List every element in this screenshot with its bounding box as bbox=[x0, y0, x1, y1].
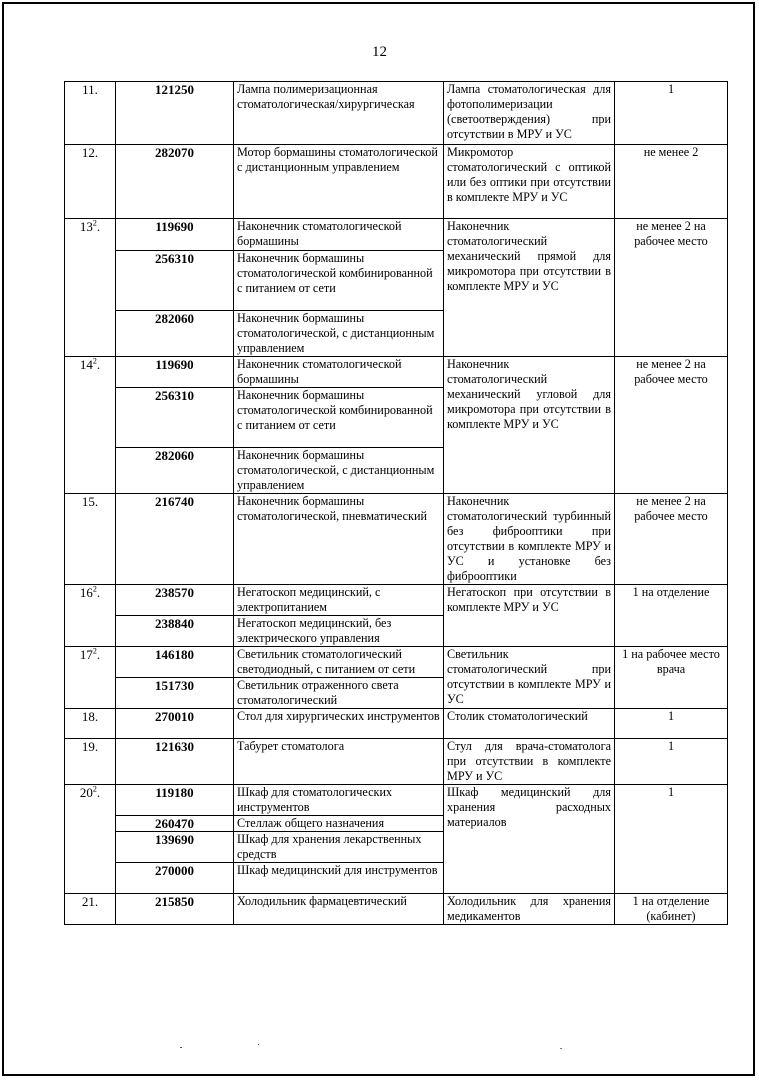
table-row bbox=[65, 219, 728, 251]
equipment-name: Наконечник бормашины стоматологической, пневматический bbox=[234, 494, 444, 585]
replacement-description: Стул для врача-стоматолога при отсутствии в комплекте МРУ и УС bbox=[444, 739, 615, 785]
scan-specks bbox=[0, 1040, 759, 1052]
equipment-name: Шкаф медицинский для инструментов bbox=[234, 863, 444, 894]
table-row bbox=[65, 357, 728, 388]
equipment-table bbox=[64, 81, 728, 925]
quantity: не менее 2 на рабочее место bbox=[615, 357, 728, 494]
row-number: 21. bbox=[65, 894, 116, 925]
quantity: не менее 2 bbox=[615, 145, 728, 219]
table-row bbox=[65, 145, 728, 219]
equipment-code: 119690 bbox=[116, 219, 234, 251]
row-number: $13^2$. bbox=[65, 219, 116, 357]
quantity: не менее 2 на рабочее место bbox=[615, 494, 728, 585]
equipment-code: 282060 bbox=[116, 311, 234, 357]
replacement-description: Наконечник стоматологический механический прямой для микромотора при отсутствии в комплекте МРУ и УС bbox=[444, 219, 615, 357]
equipment-name: Табурет стоматолога bbox=[234, 739, 444, 785]
equipment-code: 151730 bbox=[116, 678, 234, 709]
quantity: не менее 2 на рабочее место bbox=[615, 219, 728, 357]
equipment-code: 260470 bbox=[116, 816, 234, 832]
row-number: $16^2$. bbox=[65, 585, 116, 647]
equipment-code: 139690 bbox=[116, 832, 234, 863]
table-row bbox=[65, 785, 728, 816]
equipment-code: 256310 bbox=[116, 388, 234, 448]
equipment-code: 215850 bbox=[116, 894, 234, 925]
equipment-code: 121630 bbox=[116, 739, 234, 785]
replacement-description: Столик стоматологический bbox=[444, 709, 615, 739]
replacement-description: Микромотор стоматологический с оптикой или без оптики при отсутствии в комплекте МРУ и УС bbox=[444, 145, 615, 219]
quantity: 1 на рабочее место врача bbox=[615, 647, 728, 709]
replacement-description: Наконечник стоматологический турбинный без фиброоптики при отсутствии в комплекте МРУ и УС и установке без фиброоптики bbox=[444, 494, 615, 585]
equipment-name: Холодильник фармацевтический bbox=[234, 894, 444, 925]
equipment-name: Стеллаж общего назначения bbox=[234, 816, 444, 832]
equipment-code: 119690 bbox=[116, 357, 234, 388]
equipment-name: Шкаф для хранения лекарственных средств bbox=[234, 832, 444, 863]
equipment-name: Негатоскоп медицинский, с электропитанием bbox=[234, 585, 444, 616]
table-row bbox=[65, 647, 728, 678]
quantity: 1 на отделение bbox=[615, 585, 728, 647]
row-number: 19. bbox=[65, 739, 116, 785]
equipment-name: Шкаф для стоматологических инструментов bbox=[234, 785, 444, 816]
quantity: 1 bbox=[615, 82, 728, 145]
equipment-code: 238840 bbox=[116, 616, 234, 647]
equipment-name: Стол для хирургических инструментов bbox=[234, 709, 444, 739]
page-number: 12 bbox=[372, 44, 387, 60]
replacement-description: Холодильник для хранения медикаментов bbox=[444, 894, 615, 925]
row-number: $20^2$. bbox=[65, 785, 116, 894]
equipment-name: Наконечник бормашины стоматологической, с дистанционным управлением bbox=[234, 311, 444, 357]
equipment-code: 146180 bbox=[116, 647, 234, 678]
equipment-name: Светильник отраженного света стоматологический bbox=[234, 678, 444, 709]
equipment-code: 282070 bbox=[116, 145, 234, 219]
equipment-name: Наконечник стоматологической бормашины bbox=[234, 219, 444, 251]
equipment-name: Негатоскоп медицинский, без электрического управления bbox=[234, 616, 444, 647]
quantity: 1 на отделение (кабинет) bbox=[615, 894, 728, 925]
replacement-description: Шкаф медицинский для хранения расходных материалов bbox=[444, 785, 615, 894]
row-number: 11. bbox=[65, 82, 116, 145]
quantity: 1 bbox=[615, 785, 728, 894]
table-row bbox=[65, 894, 728, 925]
equipment-name: Наконечник бормашины стоматологической комбинированной с питанием от сети bbox=[234, 388, 444, 448]
equipment-code: 119180 bbox=[116, 785, 234, 816]
row-number: $17^2$. bbox=[65, 647, 116, 709]
equipment-code: 270000 bbox=[116, 863, 234, 894]
equipment-code: 121250 bbox=[116, 82, 234, 145]
replacement-description: Лампа стоматологическая для фотополимеризации (светоотверждения) при отсутствии в МРУ и УС bbox=[444, 82, 615, 145]
row-number: 12. bbox=[65, 145, 116, 219]
equipment-name: Наконечник бормашины стоматологической, с дистанционным управлением bbox=[234, 448, 444, 494]
equipment-name: Наконечник стоматологической бормашины bbox=[234, 357, 444, 388]
replacement-description: Светильник стоматологический при отсутствии в комплекте МРУ и УС bbox=[444, 647, 615, 709]
table-row bbox=[65, 585, 728, 616]
quantity: 1 bbox=[615, 709, 728, 739]
equipment-name: Лампа полимеризационная стоматологическая/хирургическая bbox=[234, 82, 444, 145]
row-number: 15. bbox=[65, 494, 116, 585]
equipment-name: Наконечник бормашины стоматологической комбинированной с питанием от сети bbox=[234, 251, 444, 311]
equipment-name: Светильник стоматологический светодиодный, с питанием от сети bbox=[234, 647, 444, 678]
equipment-code: 282060 bbox=[116, 448, 234, 494]
replacement-description: Наконечник стоматологический механический угловой для микромотора при отсутствии в комплекте МРУ и УС bbox=[444, 357, 615, 494]
table-row bbox=[65, 709, 728, 739]
row-number: 18. bbox=[65, 709, 116, 739]
table-row bbox=[65, 739, 728, 785]
quantity: 1 bbox=[615, 739, 728, 785]
equipment-name: Мотор бормашины стоматологической с дистанционным управлением bbox=[234, 145, 444, 219]
equipment-code: 238570 bbox=[116, 585, 234, 616]
table-row bbox=[65, 494, 728, 585]
equipment-code: 216740 bbox=[116, 494, 234, 585]
equipment-code: 256310 bbox=[116, 251, 234, 311]
table-row bbox=[65, 82, 728, 145]
equipment-code: 270010 bbox=[116, 709, 234, 739]
row-number: $14^2$. bbox=[65, 357, 116, 494]
replacement-description: Негатоскоп при отсутствии в комплекте МРУ и УС bbox=[444, 585, 615, 647]
